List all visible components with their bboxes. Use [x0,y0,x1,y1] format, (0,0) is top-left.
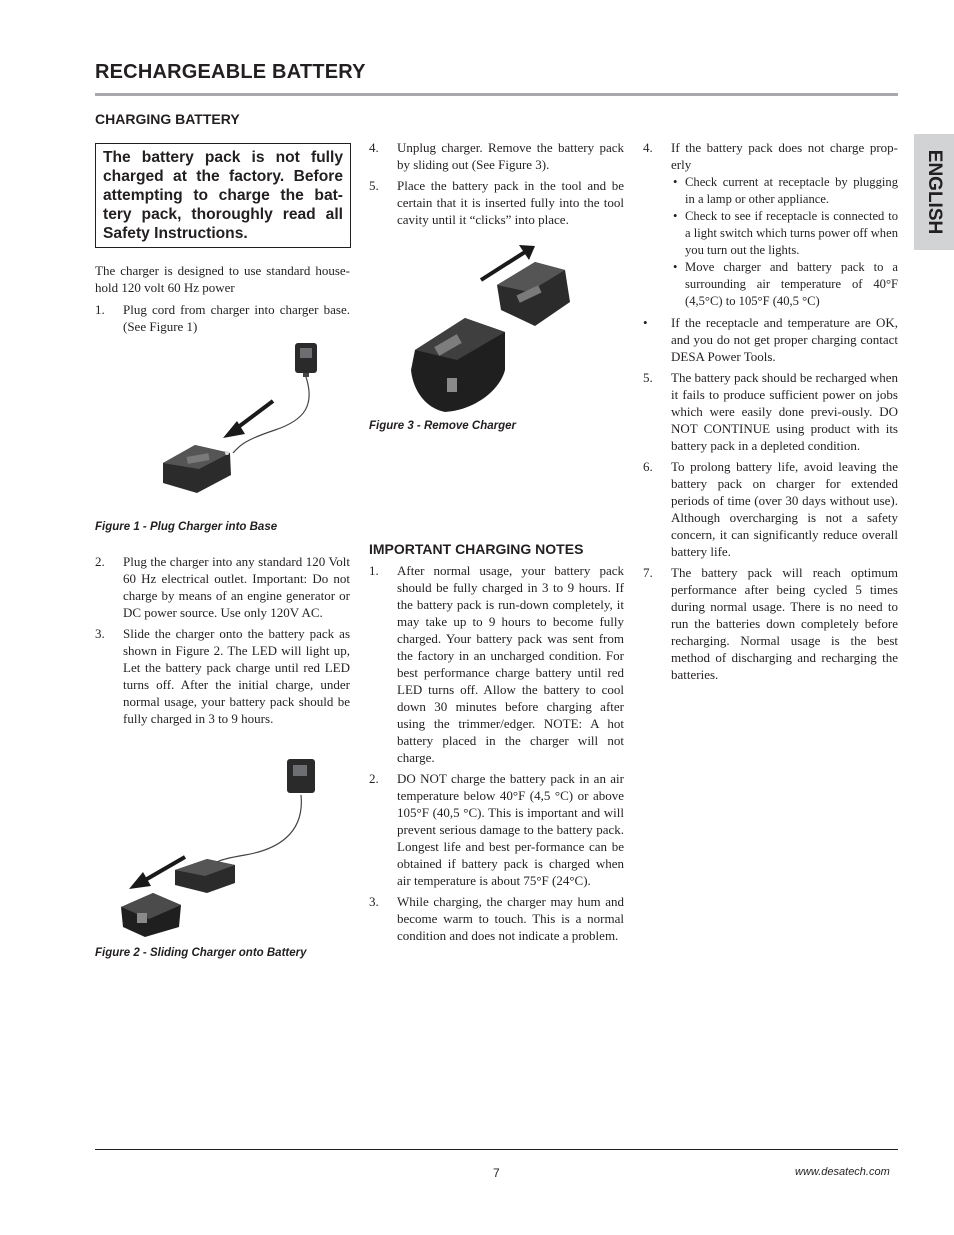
language-tab [914,134,954,250]
charger-base-icon [175,859,235,893]
charger-cord [210,795,301,867]
charger-base-icon [163,445,231,493]
troubleshooting-list [643,139,898,687]
list-item: 3. Slide the charger onto the battery pack as shown in Figure 2. The LED will light up, Let the battery pack charge until red LED turns off. After the initial charge, under normal usage, your battery pack should be fully charged in 3 to 9 hours. [95,626,350,726]
page-title: RECHARGEABLE BATTERY [95,61,366,83]
warning-box: The battery pack is not fully charged at the factory. Before attempting to charge the bat-tery pack, thoroughly read all Safety Instructions. [95,143,351,248]
sub-bullet-item: • Check to see if receptacle is connected to a light switch which turns power off when you turn out the lights. [673,209,898,257]
page-number: 7 [493,1166,500,1180]
tool-battery-icon [411,318,505,412]
sub-bullet-item: • Check current at receptacle by plugging in a lamp or other appliance. [673,175,898,206]
list-item: 1. After normal usage, your battery pack should be fully charged in 3 to 9 hours. If the battery pack is run-down completely, it may take up to 9 hours to become fully charged. Your battery pack was sent from the factory in an uncharged condition. For best performance charge battery until red LED turns off. Allow the battery to cool down 30 minutes before charging after using the trimmer/edger. NOTE: A hot battery placed in the charger will not charge. [369,563,624,765]
figure-2-image [115,755,330,940]
figure-1-image [155,335,325,500]
charger-icon [497,262,570,326]
list-item: 1. Plug cord from charger into charger base. (See Figure 1) [95,302,350,334]
list-item: • If the receptacle and temperature are OK, and you do not get proper charging contact DESA Power Tools. [643,315,898,364]
list-item: 7. The battery pack will reach optimum performance after being cycled 5 times during normal usage. There is no need to run the batteries down completely before recharging. Normal usage is the best method of discharging and recharging the batteries. [643,565,898,682]
list-item: 5. The battery pack should be recharged when it fails to produce sufficient power on jobs which were easily done previ-ously. DO NOT CONTINUE using product with its battery pack in a depleted condition. [643,370,898,453]
sub-bullet-item: • Move charger and battery pack to a surrounding air temperature of 40°F (4,5°C) to 105°F (40,5 °C) [673,260,898,308]
list-item: 2. DO NOT charge the battery pack in an air temperature below 40°F (4,5 °C) or above 105°F (40,5 °C). This is important and will prevent serious damage to the battery pack. Longest life and best per-formance can be obtained if battery pack is charged when air temperature is about 75°F (24°C). [369,771,624,888]
list-item: 2. Plug the charger into any standard 120 Volt 60 Hz electrical outlet. Important: Do not charge by means of an engine generator or DC power source. Use only 120V AC. [95,554,350,620]
figure-1-caption: Figure 1 - Plug Charger into Base [95,521,278,533]
charging-battery-heading: CHARGING BATTERY [95,111,240,127]
figure-3-image [405,240,580,415]
charging-steps-a [95,301,350,339]
charger-intro: The charger is designed to use standard house-hold 120 volt 60 Hz power [95,263,350,295]
charging-notes-heading: IMPORTANT CHARGING NOTES [369,541,584,557]
website-link[interactable]: www.desatech.com [795,1166,890,1178]
list-item: 6. To prolong battery life, avoid leaving the battery pack on charger for extended periods of time (over 30 days without use). Although overcharging is not a safety concern, it can significantly reduce overall battery life. [643,459,898,559]
language-tab-label: ENGLISH [924,149,945,235]
wall-adapter-icon [287,759,315,793]
list-item: 4. If the battery pack does not charge prop-erly [643,140,898,172]
list-item: 5. Place the battery pack in the tool and be certain that it is inserted fully into the tool cavity until it “clicks” into place. [369,178,624,227]
arrow-icon [223,401,273,438]
figure-2-caption: Figure 2 - Sliding Charger onto Battery [95,947,307,959]
charger-cord [233,377,309,453]
list-item: 4. Unplug charger. Remove the battery pack by sliding out (See Figure 3). [369,140,624,172]
charging-steps-c [369,139,624,232]
title-divider [95,93,898,96]
list-item: 3. While charging, the charger may hum and become warm to touch. This is a normal condition and does not indicate a problem. [369,894,624,943]
charging-notes-list [369,562,624,948]
battery-pack-icon [121,893,181,937]
charging-steps-b [95,553,350,731]
figure-3-caption: Figure 3 - Remove Charger [369,420,516,432]
footer-divider [95,1149,898,1150]
wall-adapter-icon [295,343,317,377]
